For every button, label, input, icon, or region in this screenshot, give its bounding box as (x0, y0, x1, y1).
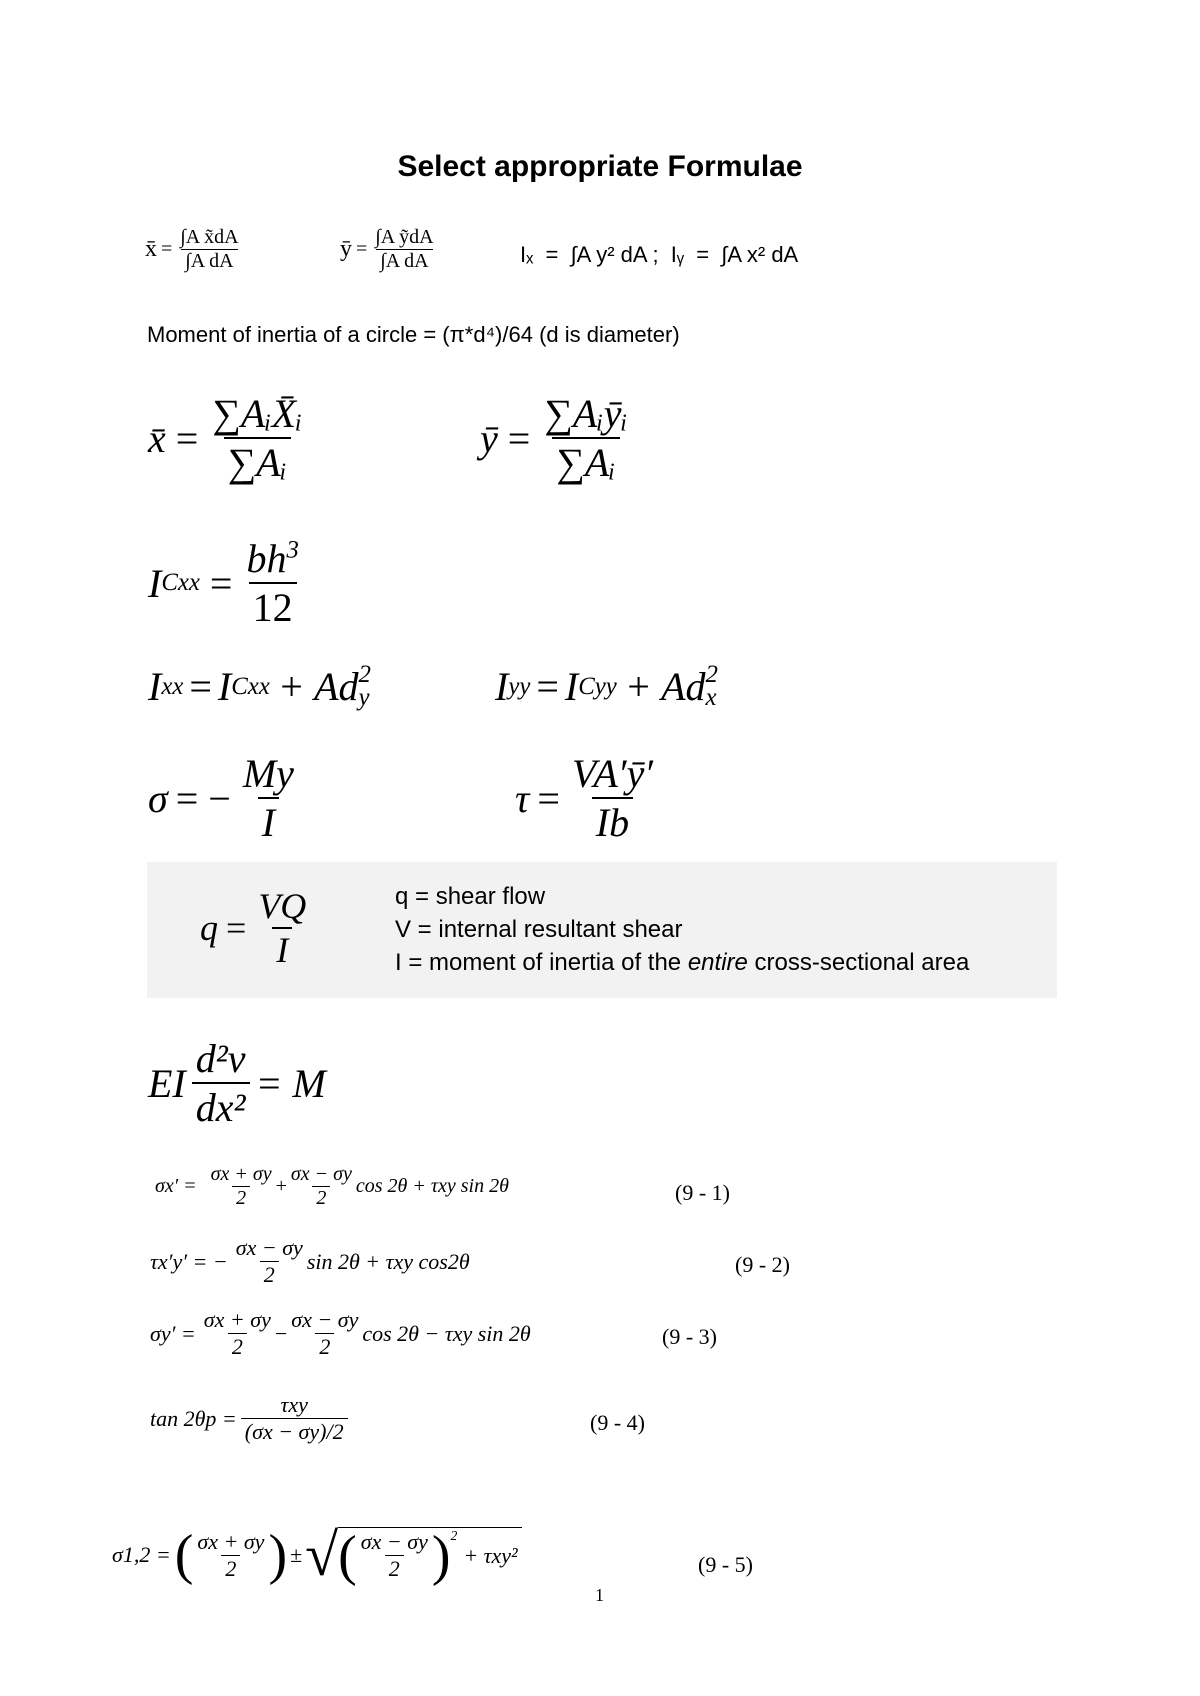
tau-symbol: τ (515, 775, 530, 821)
parallel-axis-ixx (148, 663, 371, 710)
deflection-numerator: d²v (195, 1036, 246, 1081)
deflection-equation (148, 1035, 326, 1131)
x-integral-numerator: ∫A x̃dA (180, 226, 239, 248)
iyy-symbol: I (495, 664, 509, 709)
square-exponent: 2 (705, 661, 718, 689)
inertia-symbol: I (148, 560, 162, 606)
centroid-y-integral (340, 226, 438, 273)
shear-stress-formula (515, 750, 657, 846)
transformation-eq-9-1: σx′ = $\frac{\sigma x + \sigma y}{2}$ + $\frac{\sigma x - \sigma y}{2}$ cos 2θ + τxy sin 2θ (155, 1163, 509, 1209)
rect-numerator: bh (246, 536, 287, 581)
centroid-y-sum (480, 390, 632, 486)
x-integral-denominator: ∫A dA (181, 249, 237, 273)
y-sum-numerator: ∑Aᵢȳᵢ (544, 391, 628, 436)
page-title: Select appropriate Formulae (397, 150, 803, 183)
equals-sign: = (226, 908, 247, 948)
parallel-axis-iyy (495, 663, 718, 710)
equals-sign: = (209, 560, 233, 606)
dx-subscript: x (705, 683, 717, 711)
sigma-symbol: σ (148, 775, 168, 821)
rect-denominator: 12 (249, 582, 297, 631)
ixx-subscript: xx (161, 672, 184, 700)
transformation-eq-9-2: τx′y′ = − $\frac{\sigma x - \sigma y}{2}$ sin 2θ + τxy cos2θ (150, 1235, 470, 1287)
equals-sign: = (356, 238, 368, 260)
equals-sign: = (161, 238, 173, 260)
ei-symbol: EI (148, 1060, 186, 1106)
shear-flow-numerator: VQ (258, 886, 307, 926)
equals-minus-sign: = − (175, 775, 231, 821)
inertia-integrals: Iₓ = ∫A y² dA ; Iᵧ = ∫A x² dA (520, 242, 799, 267)
equals-sign: = (536, 664, 559, 709)
eq-number-9-4: (9 - 4) (590, 1410, 645, 1435)
equals-sign: = (189, 664, 212, 709)
eq-number-9-5: (9 - 5) (698, 1552, 753, 1577)
xbar-symbol: x̄ (145, 236, 157, 262)
q-symbol: q (200, 908, 218, 948)
bending-numerator: My (242, 751, 294, 796)
plus-ad-term: + Ad (624, 664, 706, 709)
dy-subscript: y (358, 683, 370, 711)
icxx-subscript: Cxx (231, 672, 270, 700)
plus-ad-term: + Ad (277, 664, 359, 709)
shear-flow-denominator: I (272, 927, 292, 971)
icyy-subscript: Cyy (578, 672, 617, 700)
shear-flow-formula (200, 885, 310, 971)
circle-inertia-note: Moment of inertia of a circle = (π*d⁴)/64 (d is diameter) (147, 322, 680, 347)
def-v: V = internal resultant shear (395, 916, 683, 943)
ybar-symbol: ȳ (340, 236, 352, 262)
square-exponent: 2 (358, 661, 371, 689)
bending-denominator: I (258, 797, 279, 846)
shear-flow-definitions (395, 880, 969, 979)
deflection-denominator: dx² (192, 1082, 250, 1131)
iyy-subscript: yy (508, 672, 531, 700)
icyy-symbol: I (564, 664, 579, 709)
equals-sign: = (175, 415, 199, 461)
transformation-eq-9-5: σ1,2 = ( $\frac{\sigma x + \sigma y}{2}$ ) ± √ ( $\frac{\sigma x - \sigma y}{2}$ ) $^2$ + τxy² (112, 1525, 522, 1585)
transformation-eq-9-3: σy′ = $\frac{\sigma x + \sigma y}{2}$ − $\frac{\sigma x - \sigma y}{2}$ cos 2θ − τxy sin 2θ (150, 1307, 531, 1359)
eq-number-9-2: (9 - 2) (735, 1252, 790, 1277)
def-i: I = moment of inertia of the entire cross-sectional area (395, 949, 970, 976)
x-sum-denominator: ∑Aᵢ (224, 437, 291, 486)
ybar-symbol: ȳ (480, 415, 498, 461)
eq-number-9-3: (9 - 3) (662, 1324, 717, 1349)
inertia-subscript: Cxx (161, 569, 200, 596)
bending-stress-formula (148, 750, 298, 846)
rect-exponent: 3 (286, 536, 299, 564)
equals-sign: = (537, 775, 560, 821)
centroid-x-sum (148, 390, 306, 486)
eq-number-9-1: (9 - 1) (675, 1180, 730, 1205)
page-number: 1 (595, 1585, 604, 1605)
y-integral-denominator: ∫A dA (376, 249, 432, 273)
rectangle-inertia-formula (148, 535, 303, 631)
ixx-symbol: I (148, 664, 162, 709)
y-integral-numerator: ∫A ỹdA (375, 226, 434, 248)
y-sum-denominator: ∑Aᵢ (552, 437, 619, 486)
shear-numerator: VA′ȳ′ (571, 751, 654, 796)
x-sum-numerator: ∑AᵢX̄ᵢ (212, 391, 303, 436)
icxx-symbol: I (217, 664, 232, 709)
centroid-x-integral (145, 226, 243, 273)
transformation-eq-9-4: tan 2θp = $\frac{\text{τxy}}{(\sigma x - \sigma y)/2}$ (150, 1392, 348, 1445)
equals-sign: = (507, 415, 531, 461)
xbar-symbol: x̄ (148, 415, 166, 461)
def-q: q = shear flow (395, 883, 546, 910)
moment-rhs: = M (255, 1060, 326, 1106)
shear-denominator: Ib (592, 797, 633, 846)
